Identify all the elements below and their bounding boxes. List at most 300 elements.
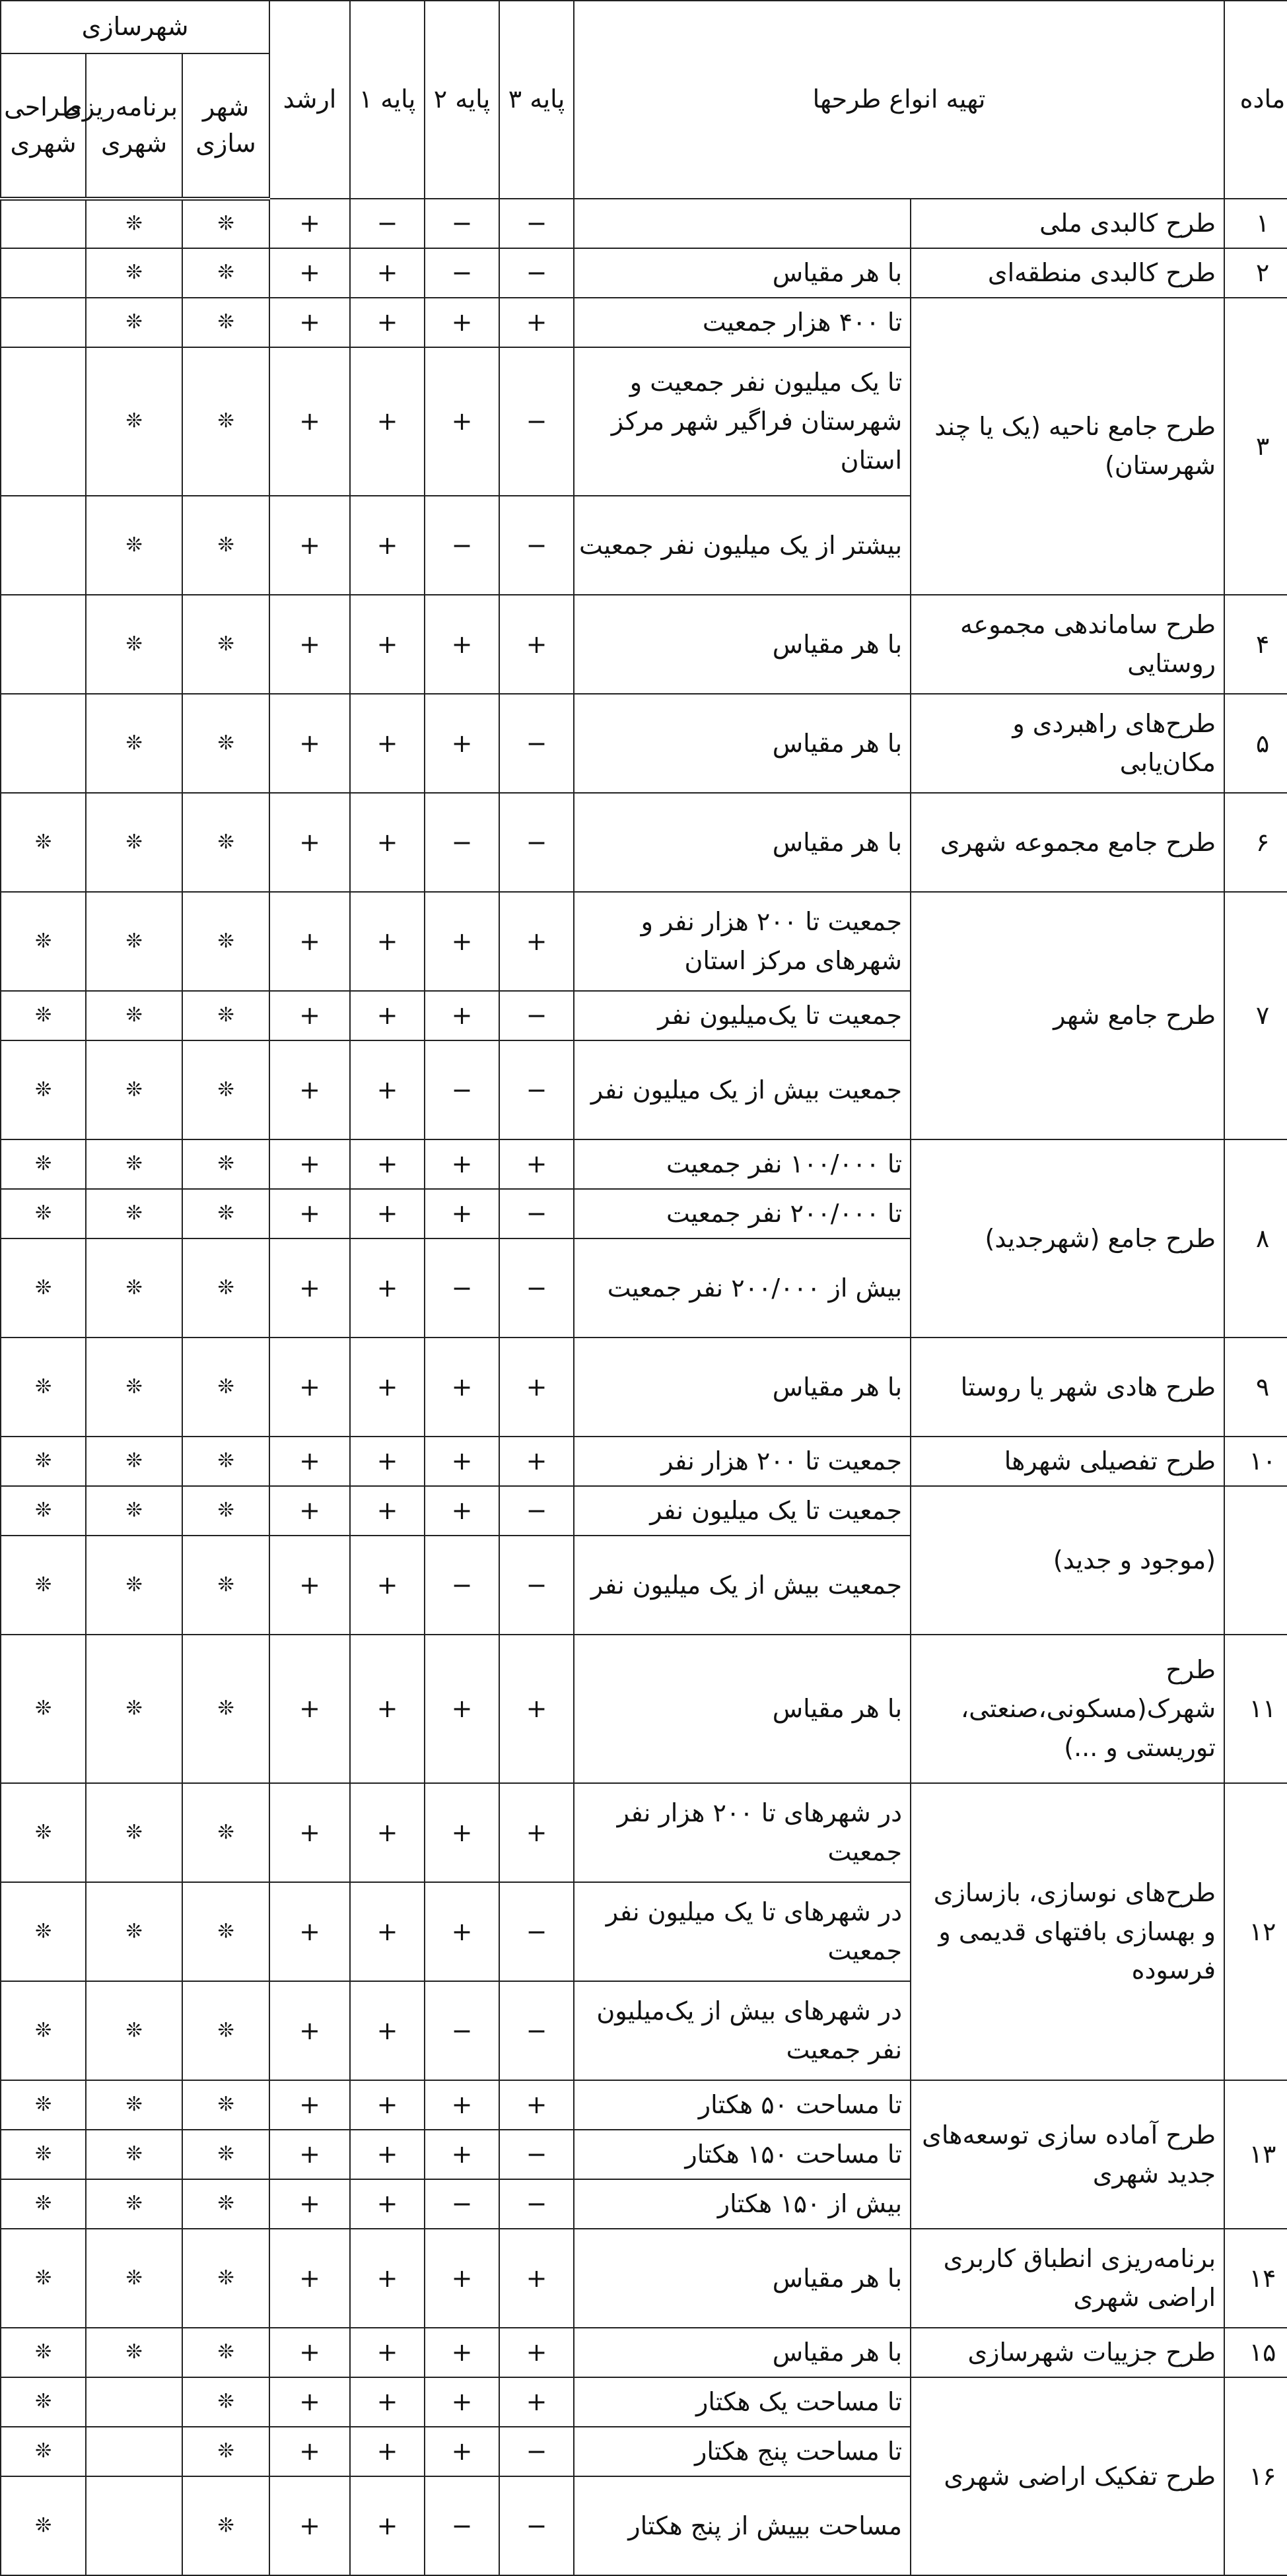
plan-type-title: برنامه‌ریزی انطباق کاربری اراضی شهری: [911, 2229, 1224, 2328]
col-header-tarrahi: طراحی شهری: [1, 53, 86, 199]
shahrsazi-cell: ❊: [182, 1981, 269, 2080]
paye1-cell: +: [350, 2476, 425, 2575]
paye3-cell: −: [499, 199, 574, 248]
arshad-cell: +: [269, 1139, 350, 1189]
col-header-shahrsazi-group: شهرسازی: [1, 1, 269, 53]
paye1-cell: +: [350, 2080, 425, 2130]
plan-type-title: طرح کالبدی ملی: [911, 199, 1224, 248]
scope-description: جمعیت تا یک‌میلیون نفر: [574, 991, 911, 1040]
table-row: [1, 2080, 1287, 2130]
table-row: [1, 248, 1287, 298]
paye3-cell: −: [499, 1189, 574, 1238]
table-row: [1, 595, 1287, 694]
scope-description: با هر مقیاس: [574, 248, 911, 298]
paye1-cell: +: [350, 1238, 425, 1338]
barnamerizi-cell: ❊: [86, 1238, 182, 1338]
tarrahi-cell: ❊: [1, 2179, 86, 2229]
barnamerizi-cell: ❊: [86, 248, 182, 298]
arshad-cell: +: [269, 2179, 350, 2229]
scope-description: جمعیت بیش از یک میلیون نفر: [574, 1536, 911, 1635]
table-row: [1, 2328, 1287, 2377]
barnamerizi-cell: ❊: [86, 347, 182, 496]
table-body: [1, 199, 1287, 2575]
barnamerizi-cell: ❊: [86, 1189, 182, 1238]
tarrahi-cell: ❊: [1, 892, 86, 991]
arshad-cell: +: [269, 2427, 350, 2476]
paye1-cell: +: [350, 2229, 425, 2328]
tarrahi-cell: ❊: [1, 1486, 86, 1536]
paye3-cell: −: [499, 694, 574, 793]
shahrsazi-cell: ❊: [182, 2328, 269, 2377]
shahrsazi-cell: ❊: [182, 1189, 269, 1238]
barnamerizi-cell: ❊: [86, 1981, 182, 2080]
paye3-cell: +: [499, 1139, 574, 1189]
plan-type-title: (موجود و جدید): [911, 1486, 1224, 1635]
tarrahi-cell: ❊: [1, 2229, 86, 2328]
barnamerizi-cell: ❊: [86, 793, 182, 892]
paye1-cell: +: [350, 1783, 425, 1882]
table-row: [1, 892, 1287, 991]
section-number: ۱۵: [1224, 2328, 1287, 2377]
paye2-cell: +: [425, 2229, 499, 2328]
arshad-cell: +: [269, 1338, 350, 1437]
scope-description: در شهرهای تا یک میلیون نفر جمعیت: [574, 1882, 911, 1981]
section-number: ۱: [1224, 199, 1287, 248]
arshad-cell: +: [269, 298, 350, 347]
paye3-cell: −: [499, 2130, 574, 2179]
tarrahi-cell: ❊: [1, 2328, 86, 2377]
paye1-cell: +: [350, 1040, 425, 1139]
tarrahi-cell: ❊: [1, 1635, 86, 1783]
table-row: [1, 199, 1287, 248]
tarrahi-cell: ❊: [1, 2130, 86, 2179]
scope-description: جمعیت تا ۲۰۰ هزار نفر: [574, 1437, 911, 1486]
paye3-cell: +: [499, 2328, 574, 2377]
scope-description: تا مساحت یک هکتار: [574, 2377, 911, 2427]
arshad-cell: +: [269, 248, 350, 298]
paye2-cell: −: [425, 1981, 499, 2080]
barnamerizi-cell: [86, 2427, 182, 2476]
scope-description: تا مساحت ۱۵۰ هکتار: [574, 2130, 911, 2179]
scope-description: مساحت بییش از پنج هکتار: [574, 2476, 911, 2575]
table-row: [1, 694, 1287, 793]
paye2-cell: +: [425, 1437, 499, 1486]
table-row: [1, 793, 1287, 892]
arshad-cell: +: [269, 1981, 350, 2080]
paye3-cell: +: [499, 595, 574, 694]
paye2-cell: −: [425, 1536, 499, 1635]
shahrsazi-cell: ❊: [182, 199, 269, 248]
plan-type-title: طرح تفکیک اراضی شهری: [911, 2377, 1224, 2575]
tarrahi-cell: ❊: [1, 793, 86, 892]
section-number: ۶: [1224, 793, 1287, 892]
paye3-cell: −: [499, 1882, 574, 1981]
section-number: ۴: [1224, 595, 1287, 694]
col-header-paye3: پایه ۳: [499, 1, 574, 199]
barnamerizi-cell: [86, 2476, 182, 2575]
scope-description: [574, 199, 911, 248]
paye2-cell: +: [425, 2080, 499, 2130]
shahrsazi-cell: ❊: [182, 1238, 269, 1338]
paye2-cell: +: [425, 2130, 499, 2179]
barnamerizi-cell: ❊: [86, 199, 182, 248]
paye2-cell: +: [425, 1783, 499, 1882]
barnamerizi-cell: ❊: [86, 298, 182, 347]
scope-description: با هر مقیاس: [574, 793, 911, 892]
shahrsazi-cell: ❊: [182, 1536, 269, 1635]
tarrahi-cell: [1, 248, 86, 298]
paye1-cell: +: [350, 991, 425, 1040]
paye2-cell: +: [425, 347, 499, 496]
arshad-cell: +: [269, 595, 350, 694]
shahrsazi-cell: ❊: [182, 1338, 269, 1437]
arshad-cell: +: [269, 991, 350, 1040]
paye1-cell: +: [350, 892, 425, 991]
scope-description: تا یک میلیون نفر جمعیت و شهرستان فراگیر شهر مرکز استان: [574, 347, 911, 496]
arshad-cell: +: [269, 1486, 350, 1536]
paye3-cell: −: [499, 991, 574, 1040]
shahrsazi-cell: ❊: [182, 1139, 269, 1189]
scope-description: در شهرهای تا ۲۰۰ هزار نفر جمعیت: [574, 1783, 911, 1882]
shahrsazi-cell: ❊: [182, 595, 269, 694]
barnamerizi-cell: ❊: [86, 2080, 182, 2130]
tarrahi-cell: ❊: [1, 1040, 86, 1139]
paye3-cell: +: [499, 2229, 574, 2328]
plan-type-title: طرح جامع شهر: [911, 892, 1224, 1139]
arshad-cell: +: [269, 1882, 350, 1981]
paye1-cell: +: [350, 2130, 425, 2179]
tarrahi-cell: ❊: [1, 1238, 86, 1338]
arshad-cell: +: [269, 1437, 350, 1486]
table-row: [1, 1635, 1287, 1783]
arshad-cell: +: [269, 1189, 350, 1238]
paye2-cell: +: [425, 1189, 499, 1238]
barnamerizi-cell: [86, 2377, 182, 2427]
barnamerizi-cell: ❊: [86, 2130, 182, 2179]
barnamerizi-cell: ❊: [86, 1437, 182, 1486]
section-number: [1224, 1486, 1287, 1635]
plan-type-title: طرح جامع مجموعه شهری: [911, 793, 1224, 892]
plan-type-title: طرح کالبدی منطقه‌ای: [911, 248, 1224, 298]
tarrahi-cell: ❊: [1, 1139, 86, 1189]
arshad-cell: +: [269, 1783, 350, 1882]
tarrahi-cell: [1, 298, 86, 347]
barnamerizi-cell: ❊: [86, 1536, 182, 1635]
tarrahi-cell: [1, 694, 86, 793]
table-row: [1, 1783, 1287, 1882]
barnamerizi-cell: ❊: [86, 1783, 182, 1882]
paye2-cell: +: [425, 298, 499, 347]
paye2-cell: +: [425, 694, 499, 793]
paye1-cell: +: [350, 1536, 425, 1635]
paye2-cell: −: [425, 2179, 499, 2229]
paye1-cell: +: [350, 248, 425, 298]
barnamerizi-cell: ❊: [86, 2328, 182, 2377]
arshad-cell: +: [269, 694, 350, 793]
paye2-cell: +: [425, 595, 499, 694]
shahrsazi-cell: ❊: [182, 1040, 269, 1139]
tarrahi-cell: ❊: [1, 991, 86, 1040]
tarrahi-cell: [1, 595, 86, 694]
paye3-cell: −: [499, 1536, 574, 1635]
paye1-cell: +: [350, 347, 425, 496]
arshad-cell: +: [269, 496, 350, 595]
plan-type-title: طرح جامع ناحیه (یک یا چند شهرستان): [911, 298, 1224, 595]
table-row: [1, 2377, 1287, 2427]
shahrsazi-cell: ❊: [182, 1783, 269, 1882]
scope-description: تا ۲۰۰/۰۰۰ نفر جمعیت: [574, 1189, 911, 1238]
scope-description: جمعیت بیش از یک میلیون نفر: [574, 1040, 911, 1139]
section-number: ۱۱: [1224, 1635, 1287, 1783]
paye1-cell: +: [350, 2377, 425, 2427]
table-row: [1, 1486, 1287, 1536]
shahrsazi-cell: ❊: [182, 248, 269, 298]
col-header-plan-types: تهیه انواع طرحها: [574, 1, 1224, 199]
tarrahi-cell: ❊: [1, 1536, 86, 1635]
paye3-cell: +: [499, 2080, 574, 2130]
section-number: ۸: [1224, 1139, 1287, 1338]
shahrsazi-cell: ❊: [182, 2476, 269, 2575]
paye2-cell: +: [425, 892, 499, 991]
arshad-cell: +: [269, 2377, 350, 2427]
section-number: ۱۶: [1224, 2377, 1287, 2575]
barnamerizi-cell: ❊: [86, 1338, 182, 1437]
paye1-cell: +: [350, 2328, 425, 2377]
arshad-cell: +: [269, 1536, 350, 1635]
shahrsazi-cell: ❊: [182, 2427, 269, 2476]
shahrsazi-cell: ❊: [182, 1882, 269, 1981]
arshad-cell: +: [269, 2229, 350, 2328]
paye3-cell: −: [499, 1040, 574, 1139]
paye3-cell: −: [499, 347, 574, 496]
paye3-cell: −: [499, 2427, 574, 2476]
paye2-cell: −: [425, 1238, 499, 1338]
plan-type-title: طرح شهرک(مسکونی،صنعتی، توریستی و ...): [911, 1635, 1224, 1783]
tarrahi-cell: ❊: [1, 1437, 86, 1486]
paye3-cell: +: [499, 1783, 574, 1882]
plan-type-title: طرح ساماندهی مجموعه روستایی: [911, 595, 1224, 694]
scope-description: تا مساحت ۵۰ هکتار: [574, 2080, 911, 2130]
plan-type-title: طرح جامع (شهرجدید): [911, 1139, 1224, 1338]
tarrahi-cell: ❊: [1, 1338, 86, 1437]
shahrsazi-cell: ❊: [182, 2377, 269, 2427]
paye2-cell: +: [425, 1635, 499, 1783]
paye2-cell: −: [425, 496, 499, 595]
col-header-paye1: پایه ۱: [350, 1, 425, 199]
arshad-cell: +: [269, 199, 350, 248]
paye3-cell: −: [499, 793, 574, 892]
barnamerizi-cell: ❊: [86, 1882, 182, 1981]
plan-type-title: طرح‌های نوسازی، بازسازی و بهسازی بافتهای قدیمی و فرسوده: [911, 1783, 1224, 2080]
paye3-cell: −: [499, 2179, 574, 2229]
col-header-shahrsazi: شهر سازی: [182, 53, 269, 199]
paye1-cell: +: [350, 793, 425, 892]
table-row: [1, 1338, 1287, 1437]
tarrahi-cell: ❊: [1, 2476, 86, 2575]
paye1-cell: +: [350, 1486, 425, 1536]
scope-description: تا ۱۰۰/۰۰۰ نفر جمعیت: [574, 1139, 911, 1189]
barnamerizi-cell: ❊: [86, 2229, 182, 2328]
barnamerizi-cell: ❊: [86, 1139, 182, 1189]
barnamerizi-cell: ❊: [86, 595, 182, 694]
paye2-cell: +: [425, 2377, 499, 2427]
paye3-cell: +: [499, 1635, 574, 1783]
paye2-cell: −: [425, 2476, 499, 2575]
shahrsazi-cell: ❊: [182, 298, 269, 347]
paye3-cell: +: [499, 2377, 574, 2427]
shahrsazi-cell: ❊: [182, 892, 269, 991]
paye3-cell: −: [499, 1981, 574, 2080]
table-row: [1, 298, 1287, 347]
scope-description: با هر مقیاس: [574, 694, 911, 793]
shahrsazi-cell: ❊: [182, 1635, 269, 1783]
arshad-cell: +: [269, 2328, 350, 2377]
barnamerizi-cell: ❊: [86, 991, 182, 1040]
paye2-cell: +: [425, 1338, 499, 1437]
barnamerizi-cell: ❊: [86, 1040, 182, 1139]
paye1-cell: +: [350, 1635, 425, 1783]
section-number: ۱۲: [1224, 1783, 1287, 2080]
scope-description: با هر مقیاس: [574, 1635, 911, 1783]
paye2-cell: −: [425, 793, 499, 892]
col-header-arshad: ارشد: [269, 1, 350, 199]
paye1-cell: +: [350, 1139, 425, 1189]
paye3-cell: −: [499, 496, 574, 595]
shahrsazi-cell: ❊: [182, 793, 269, 892]
scope-description: با هر مقیاس: [574, 595, 911, 694]
paye1-cell: +: [350, 1338, 425, 1437]
shahrsazi-cell: ❊: [182, 2080, 269, 2130]
arshad-cell: +: [269, 793, 350, 892]
tarrahi-cell: ❊: [1, 2377, 86, 2427]
plan-type-title: طرح جزییات شهرسازی: [911, 2328, 1224, 2377]
paye2-cell: +: [425, 1139, 499, 1189]
shahrsazi-cell: ❊: [182, 1437, 269, 1486]
barnamerizi-cell: ❊: [86, 1486, 182, 1536]
tarrahi-cell: ❊: [1, 1189, 86, 1238]
plan-type-title: طرح‌های راهبردی و مکان‌یابی: [911, 694, 1224, 793]
col-header-paye2: پایه ۲: [425, 1, 499, 199]
paye1-cell: +: [350, 1437, 425, 1486]
arshad-cell: +: [269, 2476, 350, 2575]
paye3-cell: +: [499, 1437, 574, 1486]
shahrsazi-cell: ❊: [182, 347, 269, 496]
table-row: [1, 1437, 1287, 1486]
tarrahi-cell: ❊: [1, 2427, 86, 2476]
shahrsazi-cell: ❊: [182, 1486, 269, 1536]
paye1-cell: +: [350, 298, 425, 347]
tarrahi-cell: ❊: [1, 2080, 86, 2130]
paye3-cell: −: [499, 1238, 574, 1338]
shahrsazi-cell: ❊: [182, 991, 269, 1040]
paye2-cell: −: [425, 199, 499, 248]
arshad-cell: +: [269, 2080, 350, 2130]
paye2-cell: +: [425, 991, 499, 1040]
paye1-cell: −: [350, 199, 425, 248]
scope-description: با هر مقیاس: [574, 2328, 911, 2377]
arshad-cell: +: [269, 892, 350, 991]
tarrahi-cell: [1, 199, 86, 248]
paye2-cell: +: [425, 1882, 499, 1981]
arshad-cell: +: [269, 1635, 350, 1783]
paye3-cell: −: [499, 1486, 574, 1536]
shahrsazi-cell: ❊: [182, 496, 269, 595]
section-number: ۱۰: [1224, 1437, 1287, 1486]
tarrahi-cell: [1, 347, 86, 496]
paye3-cell: −: [499, 248, 574, 298]
paye1-cell: +: [350, 595, 425, 694]
plan-type-title: طرح تفصیلی شهرها: [911, 1437, 1224, 1486]
shahrsazi-cell: ❊: [182, 694, 269, 793]
shahrsazi-cell: ❊: [182, 2179, 269, 2229]
paye1-cell: +: [350, 2179, 425, 2229]
paye2-cell: −: [425, 1040, 499, 1139]
barnamerizi-cell: ❊: [86, 496, 182, 595]
plan-type-title: طرح آماده سازی توسعه‌های جدید شهری: [911, 2080, 1224, 2229]
barnamerizi-cell: ❊: [86, 694, 182, 793]
shahrsazi-cell: ❊: [182, 2229, 269, 2328]
paye1-cell: +: [350, 1189, 425, 1238]
section-number: ۱۳: [1224, 2080, 1287, 2229]
paye1-cell: +: [350, 1882, 425, 1981]
paye2-cell: +: [425, 2427, 499, 2476]
paye1-cell: +: [350, 1981, 425, 2080]
barnamerizi-cell: ❊: [86, 892, 182, 991]
scope-description: تا مساحت پنج هکتار: [574, 2427, 911, 2476]
arshad-cell: +: [269, 347, 350, 496]
paye2-cell: +: [425, 1486, 499, 1536]
scope-description: در شهرهای بیش از یک‌میلیون نفر جمعیت: [574, 1981, 911, 2080]
arshad-cell: +: [269, 1238, 350, 1338]
tarrahi-cell: [1, 496, 86, 595]
arshad-cell: +: [269, 1040, 350, 1139]
scope-description: جمعیت تا یک میلیون نفر: [574, 1486, 911, 1536]
arshad-cell: +: [269, 2130, 350, 2179]
scope-description: جمعیت تا ۲۰۰ هزار نفر و شهرهای مرکز استان: [574, 892, 911, 991]
paye1-cell: +: [350, 694, 425, 793]
section-number: ۲: [1224, 248, 1287, 298]
scope-description: با هر مقیاس: [574, 1338, 911, 1437]
shahrsazi-cell: ❊: [182, 2130, 269, 2179]
paye3-cell: +: [499, 1338, 574, 1437]
scope-description: با هر مقیاس: [574, 2229, 911, 2328]
paye1-cell: +: [350, 2427, 425, 2476]
paye3-cell: +: [499, 892, 574, 991]
section-number: ۳: [1224, 298, 1287, 595]
col-header-madeh: ماده: [1224, 1, 1287, 199]
scope-description: بیش از ۲۰۰/۰۰۰ نفر جمعیت: [574, 1238, 911, 1338]
section-number: ۱۴: [1224, 2229, 1287, 2328]
scope-description: بیشتر از یک میلیون نفر جمعیت: [574, 496, 911, 595]
table-row: [1, 1139, 1287, 1189]
tarrahi-cell: ❊: [1, 1783, 86, 1882]
table-row: [1, 2229, 1287, 2328]
scope-description: تا ۴۰۰ هزار جمعیت: [574, 298, 911, 347]
plan-type-title: طرح هادی شهر یا روستا: [911, 1338, 1224, 1437]
barnamerizi-cell: ❊: [86, 1635, 182, 1783]
barnamerizi-cell: ❊: [86, 2179, 182, 2229]
paye1-cell: +: [350, 496, 425, 595]
paye3-cell: −: [499, 2476, 574, 2575]
paye2-cell: −: [425, 248, 499, 298]
section-number: ۹: [1224, 1338, 1287, 1437]
paye3-cell: +: [499, 298, 574, 347]
tarrahi-cell: ❊: [1, 1981, 86, 2080]
col-header-barnamerizi: برنامه‌ریزی شهری: [86, 53, 182, 199]
tarrahi-cell: ❊: [1, 1882, 86, 1981]
paye2-cell: +: [425, 2328, 499, 2377]
section-number: ۵: [1224, 694, 1287, 793]
